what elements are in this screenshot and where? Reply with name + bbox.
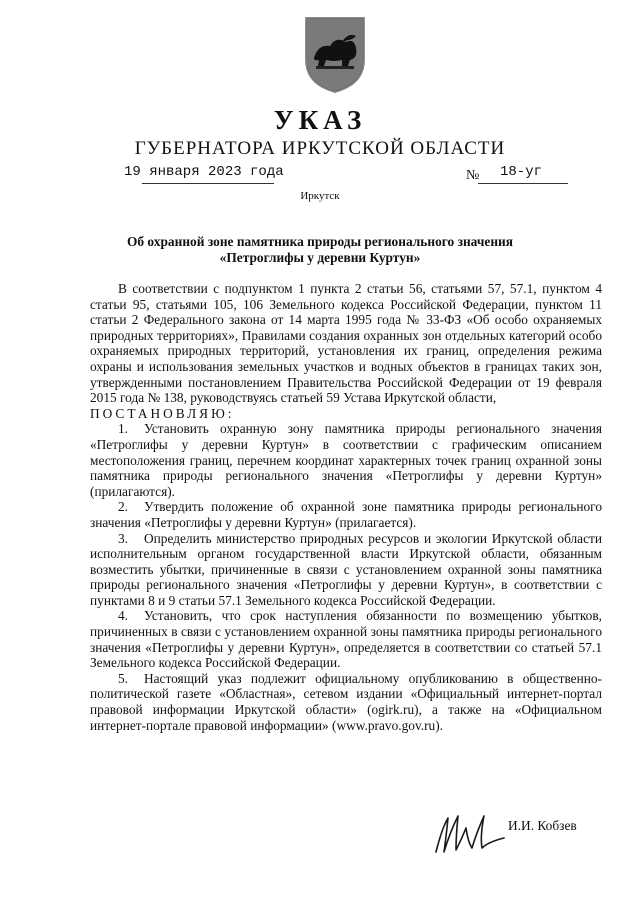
item-number: 5.	[118, 670, 129, 686]
issuer-title: ГУБЕРНАТОРА ИРКУТСКОЙ ОБЛАСТИ	[134, 138, 506, 159]
list-item	[90, 608, 602, 670]
item-text: Определить министерство природных ресурсов и экологии Иркутской области исполнительным органом государственной власти Иркутской области, обязанным возместить убытки, причиненные в связи с установлением охранной зоны памятника природы регионального значения «Петроглифы у деревни Куртун», в соответствии с пунктами 8 и 9 статьи 57.1 Земельного кодекса Российской Федерации.	[90, 530, 602, 608]
city-name: Иркутск	[300, 190, 340, 202]
item-text: Настоящий указ подлежит официальному опубликованию в общественно-политической газете «Областная», сетевом издании «Официальный интернет-портал правовой информации Иркутской области» (ogirk.ru), а также на «Официальном интернет-портале правовой информации» (www.pravo.gov.ru).	[90, 670, 602, 733]
item-number: 2.	[118, 499, 129, 515]
preamble-paragraph: В соответствии с подпунктом 1 пункта 2 статьи 56, статьями 57, 57.1, пунктом 4 статьи 95, статьями 105, 106 Земельного кодекса Российской Федерации, пунктом 11 статьи 2 Федерального закона от 14 марта 1995 года № 33-ФЗ «Об особо охраняемых природных территориях», Правилами создания охранных зон отдельных категорий особо охраняемых природных территорий, установления их границ, определения режима охраны и использования земельных участков и водных объектов в границах таких зон, утвержденными постановлением Правительства Российской Федерации от 19 февраля 2015 года № 138, руководствуясь статьей 59 Устава Иркутской области,	[90, 281, 602, 406]
signer-name: И.И. Кобзев	[508, 818, 577, 833]
document-number: 18-уг	[500, 164, 543, 180]
item-number: 4.	[118, 608, 129, 624]
item-text: Утвердить положение об охранной зоне памятника природы регионального значения «Петроглифы у деревни Куртун» (прилагается).	[90, 499, 602, 530]
handwritten-signature	[432, 808, 508, 858]
document-type-title: УКАЗ	[273, 105, 367, 135]
document-date: 19 января 2023 года	[124, 164, 284, 180]
number-label: №	[466, 168, 480, 183]
item-text: Установить охранную зону памятника природы регионального значения «Петроглифы у деревни Куртун» в соответствии с графическим описанием местоположения границ, перечнем координат характерных точек границ охранной зоны памятника природы регионального значения «Петроглифы у деревни Куртун» (прилагаются).	[90, 421, 602, 499]
list-item	[90, 421, 602, 499]
list-item	[90, 671, 602, 733]
item-text: Установить, что срок наступления обязанности по возмещению убытков, причиненных в связи с установлением охранной зоны памятника природы регионального значения «Петроглифы у деревни Куртун», определяется в соответствии со статьей 57.1 Земельного кодекса Российской Федерации.	[90, 608, 602, 671]
list-item	[90, 531, 602, 609]
heading-line-2: «Петроглифы у деревни Куртун»	[219, 250, 421, 265]
document-body	[90, 281, 602, 733]
item-number: 3.	[118, 530, 129, 546]
item-number: 1.	[118, 421, 129, 437]
list-item	[90, 499, 602, 530]
date-underline	[142, 183, 274, 184]
heading-line-1: Об охранной зоне памятника природы регионального значения	[126, 234, 514, 249]
document-heading	[90, 234, 550, 266]
number-underline	[478, 183, 568, 184]
decree-word: ПОСТАНОВЛЯЮ:	[90, 405, 235, 421]
coat-of-arms-icon	[302, 14, 368, 94]
